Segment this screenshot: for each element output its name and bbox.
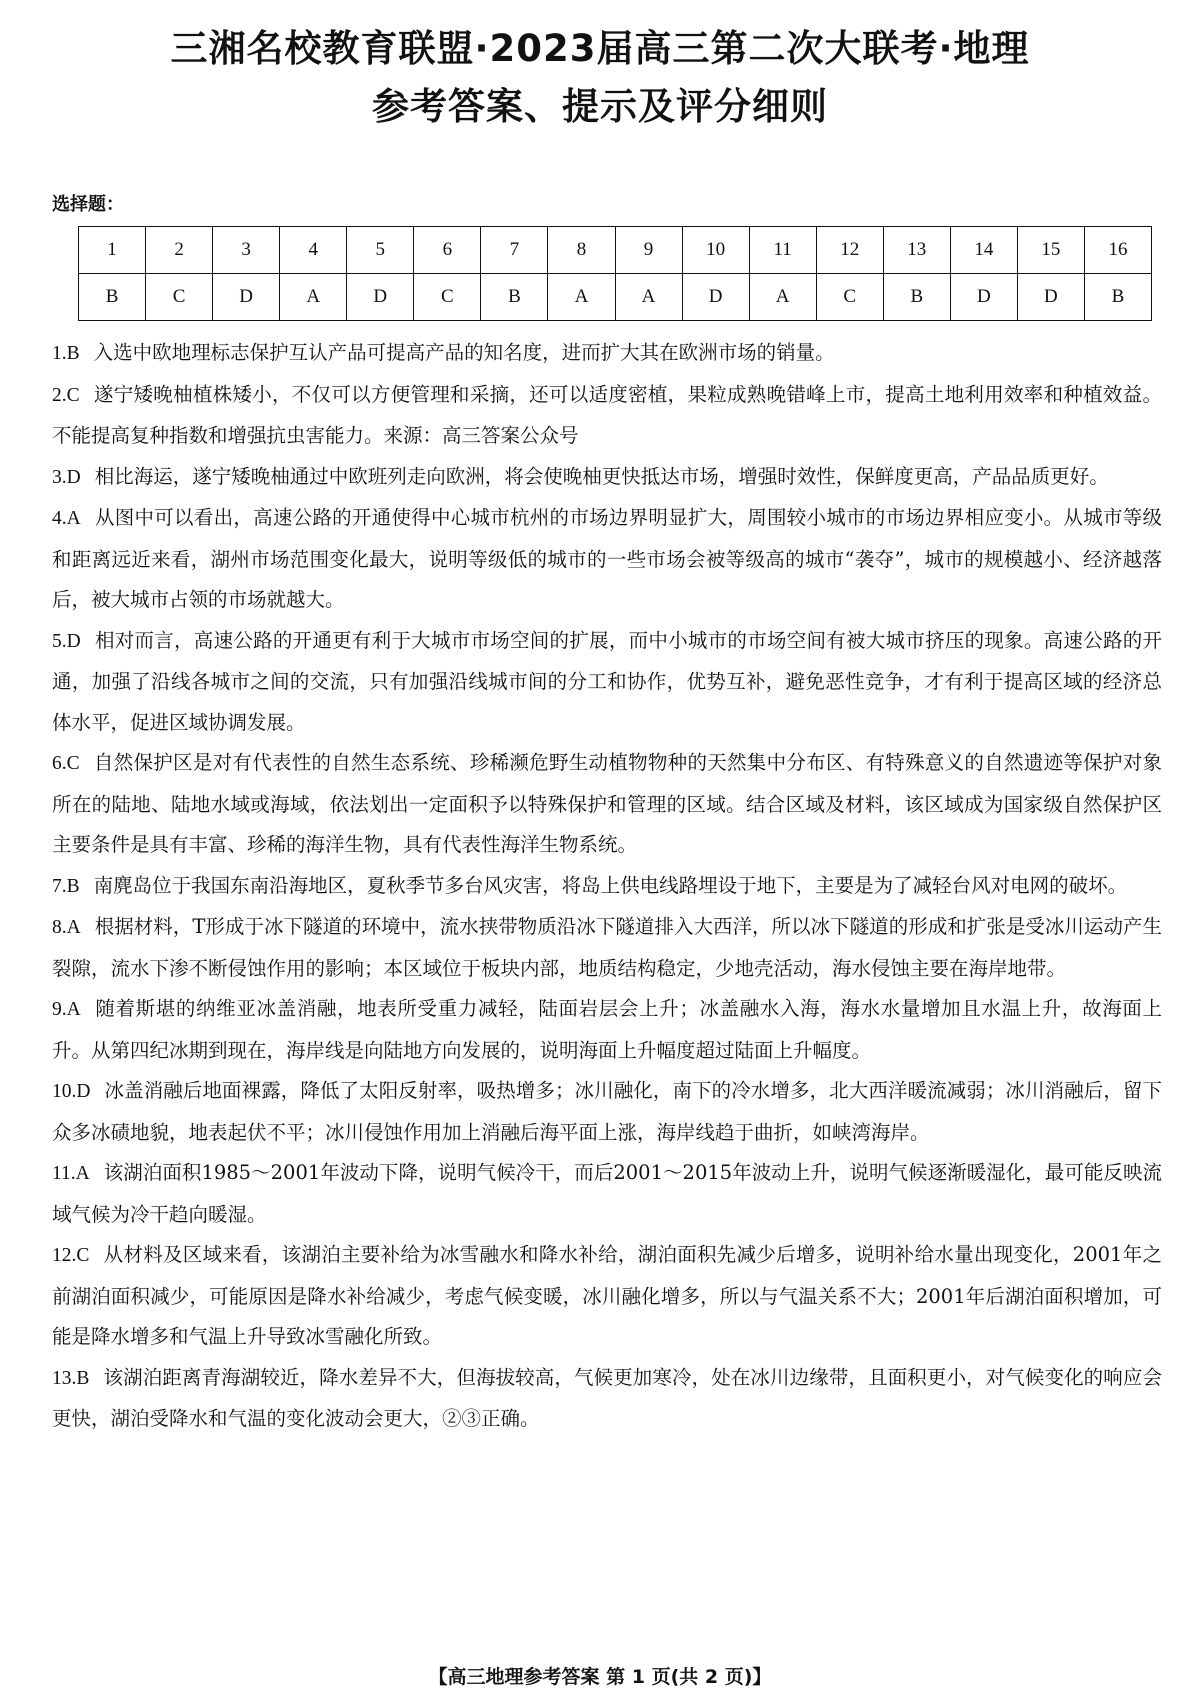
question-number-cell: 14 — [950, 227, 1017, 274]
explanation-list — [52, 333, 1162, 1440]
question-number-cell: 13 — [883, 227, 950, 274]
item-number: 6.C — [52, 753, 80, 774]
explanation-item — [52, 1235, 1162, 1358]
answer-letter-cell: C — [146, 274, 213, 321]
answer-letter-cell: D — [213, 274, 280, 321]
answer-letter-cell: C — [816, 274, 883, 321]
question-number-cell: 6 — [414, 227, 481, 274]
answer-letter-cell: B — [883, 274, 950, 321]
item-number: 12.C — [52, 1245, 90, 1266]
item-text: 随着斯堪的纳维亚冰盖消融，地表所受重力减轻，陆面岩层会上升；冰盖融水入海，海水水量增加且水温上升，故海面上升。从第四纪冰期到现在，海岸线是向陆地方向发展的，说明海面上升幅度超过陆面上升幅度。 — [52, 997, 1162, 1062]
question-number-cell: 12 — [816, 227, 883, 274]
answer-letter-cell: A — [749, 274, 816, 321]
item-number: 7.B — [52, 875, 80, 897]
explanation-item — [52, 743, 1162, 866]
item-text: 南麂岛位于我国东南沿海地区，夏秋季节多台风灾害，将岛上供电线路埋设于地下，主要是为了减轻台风对电网的破坏。 — [93, 873, 1128, 897]
explanation-item — [52, 989, 1162, 1071]
answer-letter-cell: D — [682, 274, 749, 321]
item-number: 4.A — [52, 508, 81, 529]
answer-letter-cell: A — [615, 274, 682, 321]
item-text: 相比海运，遂宁矮晚柚通过中欧班列走向欧洲，将会使晚柚更快抵达市场，增强时效性，保鲜度更高，产品品质更好。 — [94, 464, 1109, 488]
question-number-cell: 15 — [1017, 227, 1084, 274]
item-number: 13.B — [52, 1367, 90, 1389]
answer-letter-cell: B — [1084, 274, 1151, 321]
answer-letter-row — [79, 274, 1152, 321]
explanation-item — [52, 375, 1162, 457]
item-number: 11.A — [52, 1163, 90, 1184]
answer-letter-cell: D — [347, 274, 414, 321]
answer-letter-cell: A — [280, 274, 347, 321]
answer-letter-cell: D — [950, 274, 1017, 321]
answer-letter-cell: B — [79, 274, 146, 321]
item-text: 该湖泊距离青海湖较近，降水差异不大，但海拔较高，气候更加寒冷，处在冰川边缘带，且面积更小，对气候变化的响应会更快，湖泊受降水和气温的变化波动会更大，②③正确。 — [52, 1365, 1162, 1430]
answer-letter-cell: D — [1017, 274, 1084, 321]
question-number-cell: 11 — [749, 227, 816, 274]
explanation-item — [52, 1358, 1162, 1440]
question-number-cell: 1 — [79, 227, 146, 274]
explanation-item — [52, 621, 1162, 744]
question-number-cell: 2 — [146, 227, 213, 274]
question-number-cell: 16 — [1084, 227, 1151, 274]
item-text: 遂宁矮晚柚植株矮小，不仅可以方便管理和采摘，还可以适度密植，果粒成熟晚错峰上市，提高土地利用效率和种植效益。不能提高复种指数和增强抗虫害能力。来源：高三答案公众号 — [52, 382, 1162, 447]
page-footer: 【高三地理参考答案 第 1 页(共 2 页)】 — [428, 1666, 772, 1688]
document-title: 三湘名校教育联盟·2023届高三第二次大联考·地理 — [170, 27, 1030, 70]
question-number-row — [79, 227, 1152, 274]
item-number: 1.B — [52, 343, 80, 364]
item-text: 该湖泊面积1985～2001年波动下降，说明气候冷干，而后2001～2015年波动上升，说明气候逐渐暖湿化，最可能反映流域气候为冷干趋向暖湿。 — [52, 1161, 1162, 1226]
answer-letter-cell: A — [548, 274, 615, 321]
item-text: 从材料及区域来看，该湖泊主要补给为冰雪融水和降水补给，湖泊面积先减少后增多，说明补给水量出现变化，2001年之前湖泊面积减少，可能原因是降水补给减少，考虑气候变暖，冰川融化增多，所以与气温关系不大；2001年后湖泊面积增加，可能是降水增多和气温上升导致冰雪融化所致。 — [52, 1243, 1162, 1348]
item-number: 8.A — [52, 917, 81, 938]
item-text: 根据材料，T形成于冰下隧道的环境中，流水挟带物质沿冰下隧道排入大西洋，所以冰下隧道的形成和扩张是受冰川运动产生裂隙，流水下渗不断侵蚀作用的影响；本区域位于板块内部，地质结构稳定，少地壳活动，海水侵蚀主要在海岸地带。 — [52, 915, 1162, 980]
question-number-cell: 9 — [615, 227, 682, 274]
item-number: 2.C — [52, 384, 80, 406]
item-number: 10.D — [52, 1081, 91, 1102]
question-number-cell: 5 — [347, 227, 414, 274]
item-number: 9.A — [52, 999, 81, 1020]
item-text: 相对而言，高速公路的开通更有利于大城市市场空间的扩展，而中小城市的市场空间有被大城市挤压的现象。高速公路的开通，加强了沿线各城市之间的交流，只有加强沿线城市间的分工和协作，优势互补，避免恶性竞争，才有利于提高区域的经济总体水平，促进区域协调发展。 — [52, 628, 1162, 734]
item-text: 自然保护区是对有代表性的自然生态系统、珍稀濒危野生动植物物种的天然集中分布区、有特殊意义的自然遗迹等保护对象所在的陆地、陆地水域或海域，依法划出一定面积予以特殊保护和管理的区域。结合区域及材料，该区域成为国家级自然保护区主要条件是具有丰富、珍稀的海洋生物，具有代表性海洋生物系统。 — [52, 751, 1162, 856]
question-number-cell: 7 — [481, 227, 548, 274]
explanation-item — [52, 1071, 1162, 1153]
answer-letter-cell: B — [481, 274, 548, 321]
question-number-cell: 3 — [213, 227, 280, 274]
answer-letter-cell: C — [414, 274, 481, 321]
explanation-item — [52, 907, 1162, 989]
explanation-item — [52, 333, 1162, 375]
answer-table — [78, 226, 1152, 321]
item-number: 3.D — [52, 466, 81, 488]
explanation-item — [52, 1153, 1162, 1235]
explanation-item — [52, 457, 1162, 499]
question-number-cell: 8 — [548, 227, 615, 274]
item-text: 入选中欧地理标志保护互认产品可提高产品的知名度，进而扩大其在欧洲市场的销量。 — [93, 341, 835, 364]
section-label-multiple-choice: 选择题： — [52, 194, 124, 215]
explanation-item — [52, 498, 1162, 621]
question-number-cell: 4 — [280, 227, 347, 274]
question-number-cell: 10 — [682, 227, 749, 274]
item-number: 5.D — [52, 630, 81, 652]
document-subtitle: 参考答案、提示及评分细则 — [372, 85, 828, 128]
item-text: 冰盖消融后地面裸露，降低了太阳反射率，吸热增多；冰川融化，南下的冷水增多，北大西洋暖流减弱；冰川消融后，留下众多冰碛地貌，地表起伏不平；冰川侵蚀作用加上消融后海平面上涨，海岸线趋于曲折，如峡湾海岸。 — [52, 1079, 1162, 1144]
item-text: 从图中可以看出，高速公路的开通使得中心城市杭州的市场边界明显扩大，周围较小城市的市场边界相应变小。从城市等级和距离远近来看，湖州市场范围变化最大，说明等级低的城市的一些市场会被等级高的城市“袭夺”，城市的规模越小、经济越落后，被大城市占领的市场就越大。 — [52, 506, 1162, 611]
explanation-item — [52, 866, 1162, 908]
